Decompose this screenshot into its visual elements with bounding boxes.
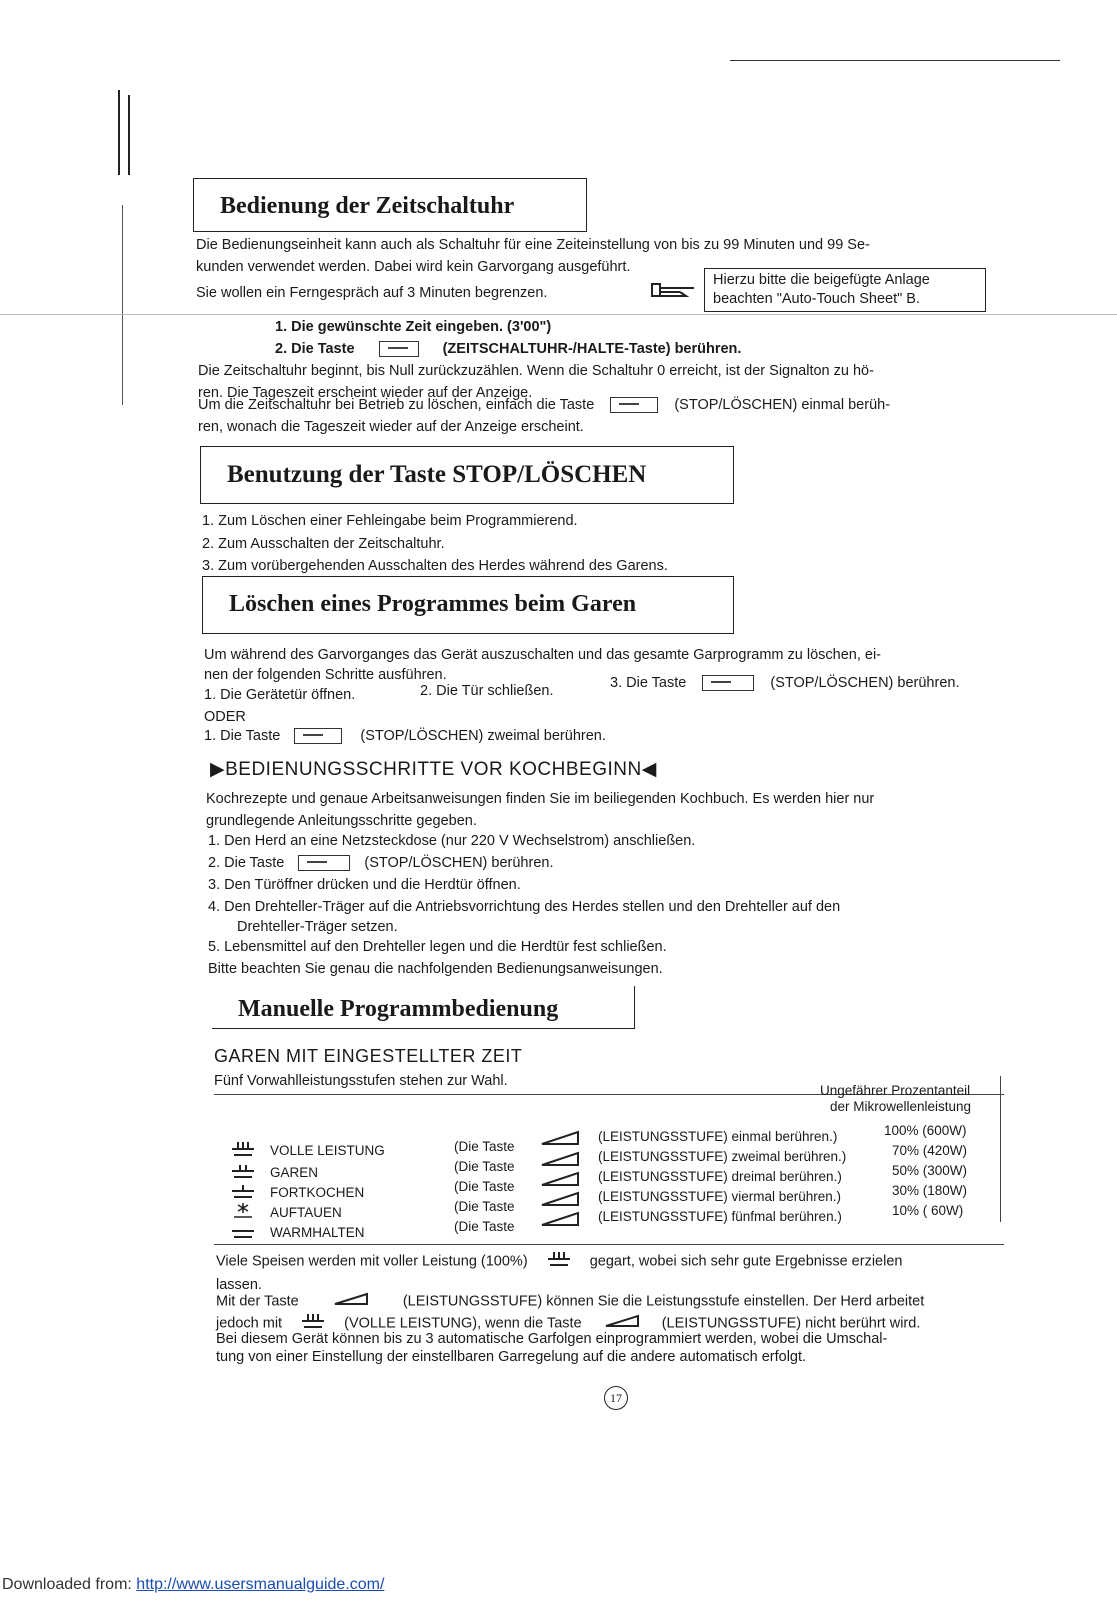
page-number-text: 17: [610, 1391, 622, 1405]
manual-title-box: [212, 986, 635, 1029]
before-para-2: grundlegende Anleitungsschritte gegeben.: [206, 813, 477, 829]
level-percent: 100% (600W): [884, 1123, 967, 1138]
timer-para-2: ren. Die Tageszeit erscheint wieder auf der Anzeige.: [198, 385, 533, 401]
simmer-icon: [230, 1182, 256, 1200]
before-para-3: Bitte beachten Sie genau die nachfolgenden Bedienungsanweisungen.: [208, 961, 663, 977]
stop-key-icon: [702, 675, 754, 691]
cancel-step-3: [610, 674, 959, 692]
before-item-2: [208, 854, 553, 872]
table-right-border: [1000, 1076, 1001, 1222]
before-heading: ▶BEDIENUNGSSCHRITTE VOR KOCHBEGINN◀: [210, 759, 657, 780]
manual-para-3-a: Mit der Taste: [216, 1293, 299, 1310]
manual-para-4-b: (VOLLE LEISTUNG), wenn die Taste: [344, 1315, 582, 1332]
timer-step-1: 1. Die gewünschte Zeit eingeben. (3'00"): [275, 319, 552, 335]
stop-item-3: 3. Zum vorübergehenden Ausschalten des Herdes während des Garens.: [202, 558, 668, 574]
col-head-1: Ungefährer Prozentanteil: [820, 1083, 971, 1098]
fold-line: [0, 314, 1117, 315]
timer-step-2: [275, 340, 741, 358]
before-item-2-b: (STOP/LÖSCHEN) berühren.: [364, 855, 554, 871]
cancel-step-3-b: (STOP/LÖSCHEN) berühren.: [770, 675, 960, 691]
timer-para-3-b: (STOP/LÖSCHEN) einmal berüh-: [674, 397, 891, 413]
timer-key-icon: [379, 341, 419, 357]
cancel-title-box: [202, 576, 734, 634]
footer-link[interactable]: http://www.usersmanualguide.com/: [136, 1576, 385, 1593]
timer-intro-1: Die Bedienungseinheit kann auch als Schaltuhr für eine Zeiteinstellung von bis zu 99 Minuten und 99 Se-: [196, 237, 870, 253]
level-name: WARMHALTEN: [270, 1225, 365, 1240]
before-para-1: Kochrezepte und genaue Arbeitsanweisungen finden Sie im beiliegenden Kochbuch. Es werden hier nur: [206, 791, 875, 807]
level-taste: (Die Taste: [454, 1199, 515, 1214]
manual-para-1-b: gegart, wobei sich sehr gute Ergebnisse erzielen: [589, 1253, 903, 1270]
footer-label: Downloaded from:: [2, 1576, 132, 1593]
manual-para-3: [216, 1292, 924, 1311]
power-level-key-icon: [540, 1151, 580, 1169]
stop-key-icon: [298, 855, 350, 871]
level-name: VOLLE LEISTUNG: [270, 1143, 385, 1158]
before-item-3: 3. Den Türöffner drücken und die Herdtür öffnen.: [208, 877, 521, 893]
timer-step-2-label: 2. Die Taste: [275, 341, 355, 357]
cancel-oder: ODER: [204, 709, 246, 725]
full-power-icon: [546, 1250, 572, 1273]
stop-title-box: [200, 446, 734, 504]
download-footer: [2, 1576, 384, 1594]
cancel-step-1: 1. Die Gerätetür öffnen.: [204, 687, 356, 703]
defrost-icon: [230, 1202, 256, 1220]
margin-bar: [122, 205, 123, 405]
level-percent: 70% (420W): [892, 1143, 968, 1158]
cancel-alt-a: 1. Die Taste: [204, 728, 281, 744]
level-action: (LEISTUNGSSTUFE) zweimal berühren.): [598, 1149, 847, 1164]
power-level-key-icon: [540, 1171, 580, 1189]
cancel-para-1: Um während des Garvorganges das Gerät auszuschalten und das gesamte Garprogramm zu löschen, ei-: [204, 647, 882, 663]
timer-title: Bedienung der Zeitschaltuhr: [220, 193, 515, 219]
keep-warm-icon: [230, 1222, 256, 1240]
timer-intro-3: Sie wollen ein Ferngespräch auf 3 Minuten begrenzen.: [196, 285, 548, 301]
stop-title: Benutzung der Taste STOP/LÖSCHEN: [227, 461, 647, 488]
manual-title: Manuelle Programmbedienung: [238, 996, 559, 1022]
level-action: (LEISTUNGSSTUFE) fünfmal berühren.): [598, 1209, 842, 1224]
note-box: [704, 268, 986, 312]
power-level-key-icon: [540, 1211, 580, 1229]
level-taste: (Die Taste: [454, 1139, 515, 1154]
level-action: (LEISTUNGSSTUFE) viermal berühren.): [598, 1189, 842, 1204]
level-taste: (Die Taste: [454, 1219, 515, 1234]
manual-para-4-c: (LEISTUNGSSTUFE) nicht berührt wird.: [661, 1315, 921, 1332]
timer-para-3-a: Um die Zeitschaltuhr bei Betrieb zu löschen, einfach die Taste: [198, 397, 595, 413]
stop-key-icon: [610, 397, 658, 413]
pointing-hand-icon: [650, 280, 698, 305]
table-bottom-rule: [214, 1244, 1004, 1245]
manual-para-5: Bei diesem Gerät können bis zu 3 automatische Garfolgen einprogrammiert werden, wobei die Umschal-: [216, 1331, 888, 1347]
level-name: GAREN: [270, 1165, 319, 1180]
cook-icon: [230, 1162, 256, 1180]
stop-item-1: 1. Zum Löschen einer Fehleingabe beim Programmierend.: [202, 513, 578, 529]
timer-title-box: [193, 178, 587, 232]
margin-bar: [128, 95, 130, 175]
level-taste: (Die Taste: [454, 1159, 515, 1174]
level-percent: 10% ( 60W): [892, 1203, 964, 1218]
power-level-key-icon: [333, 1292, 369, 1311]
timer-para-1: Die Zeitschaltuhr beginnt, bis Null zurückzuzählen. Wenn die Schaltuhr 0 erreicht, ist der Signalton zu hö-: [198, 363, 874, 379]
before-item-5: 5. Lebensmittel auf den Drehteller legen und die Herdtür fest schließen.: [208, 939, 667, 955]
manual-para-2: lassen.: [216, 1277, 262, 1293]
level-action: (LEISTUNGSSTUFE) dreimal berühren.): [598, 1169, 842, 1184]
timer-para-4: ren, wonach die Tageszeit wieder auf der Anzeige erscheint.: [198, 419, 584, 435]
cancel-alt-b: (STOP/LÖSCHEN) zweimal berühren.: [360, 728, 606, 744]
cancel-alt: [204, 727, 606, 745]
manual-para-1-a: Viele Speisen werden mit voller Leistung (100%): [216, 1253, 528, 1270]
power-level-key-icon: [540, 1130, 580, 1148]
before-item-2-a: 2. Die Taste: [208, 855, 285, 871]
manual-intro: Fünf Vorwahlleistungsstufen stehen zur Wahl.: [214, 1073, 508, 1089]
level-percent: 30% (180W): [892, 1183, 968, 1198]
timer-para-3: [198, 396, 890, 414]
manual-subtitle: GAREN MIT EINGESTELLTER ZEIT: [214, 1046, 523, 1066]
power-level-key-icon: [540, 1191, 580, 1209]
level-action: (LEISTUNGSSTUFE) einmal berühren.): [598, 1129, 838, 1144]
stop-key-icon: [294, 728, 342, 744]
full-power-icon: [230, 1140, 256, 1158]
col-head-2: der Mikrowellenleistung: [830, 1099, 972, 1114]
cancel-para-2: nen der folgenden Schritte ausführen.: [204, 667, 447, 683]
manual-para-1: [216, 1250, 902, 1273]
level-name: FORTKOCHEN: [270, 1185, 365, 1200]
stop-item-2: 2. Zum Ausschalten der Zeitschaltuhr.: [202, 536, 445, 552]
cancel-step-2: 2. Die Tür schließen.: [420, 683, 554, 699]
before-item-4a: 4. Den Drehteller-Träger auf die Antriebsvorrichtung des Herdes stellen und den Drehteller auf den: [208, 899, 841, 915]
note-line-1: Hierzu bitte die beigefügte Anlage: [713, 272, 930, 288]
manual-para-3-b: (LEISTUNGSSTUFE) können Sie die Leistungsstufe einstellen. Der Herd arbeitet: [402, 1293, 925, 1310]
cancel-step-3-a: 3. Die Taste: [610, 675, 687, 691]
before-item-4b: Drehteller-Träger setzen.: [237, 919, 398, 935]
top-rule: [730, 60, 1060, 61]
timer-intro-2: kunden verwendet werden. Dabei wird kein Garvorgang ausgeführt.: [196, 259, 631, 275]
margin-bar: [118, 90, 120, 175]
level-taste: (Die Taste: [454, 1179, 515, 1194]
level-name: AUFTAUEN: [270, 1205, 342, 1220]
manual-para-6: tung von einer Einstellung der einstellbaren Garregelung auf die andere automatisch erfolgt.: [216, 1349, 807, 1365]
manual-para-4-a: jedoch mit: [216, 1315, 283, 1332]
level-percent: 50% (300W): [892, 1163, 968, 1178]
cancel-title: Löschen eines Programmes beim Garen: [229, 591, 637, 617]
note-line-2: beachten "Auto-Touch Sheet" B.: [713, 291, 920, 307]
page-number: [604, 1386, 628, 1410]
timer-step-2-action: (ZEITSCHALTUHR-/HALTE-Taste) berühren.: [442, 341, 742, 357]
before-item-1: 1. Den Herd an eine Netzsteckdose (nur 220 V Wechselstrom) anschließen.: [208, 833, 696, 849]
